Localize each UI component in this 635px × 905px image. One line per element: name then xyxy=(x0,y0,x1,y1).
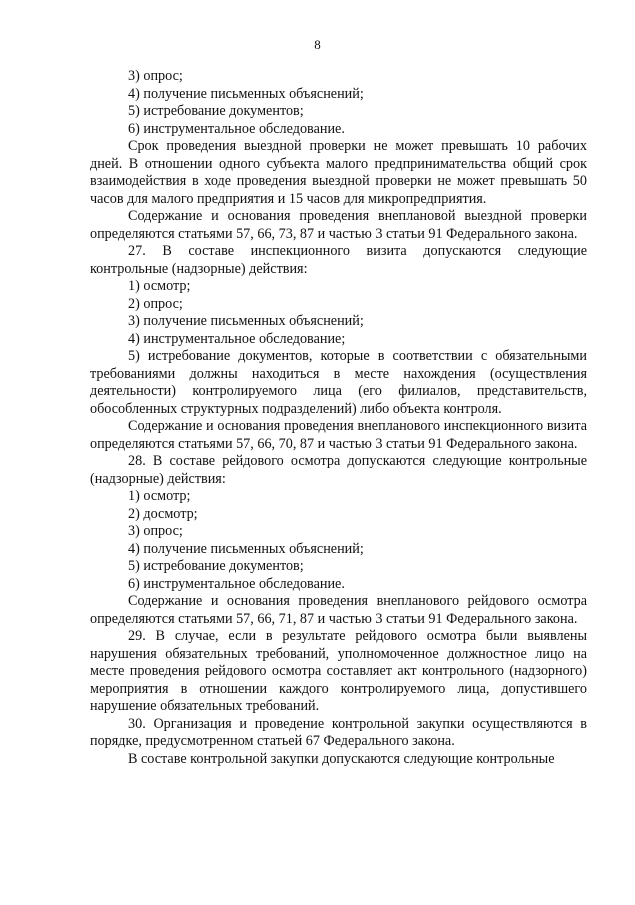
list-item: 4) инструментальное обследование; xyxy=(128,330,346,347)
list-item: 3) опрос; xyxy=(128,523,183,539)
paragraph: Содержание и основания проведения внепланового рейдового осмотра определяются статьями 57, 66, 71, 87 и частью 3 статьи 91 Федерального закона. xyxy=(90,593,587,627)
list-item: 5) истребование документов; xyxy=(128,558,304,574)
document-body xyxy=(90,68,587,768)
paragraph: Содержание и основания проведения внеплановой выездной проверки определяются статьями 57, 66, 73, 87 и частью 3 статьи 91 Федерального закона. xyxy=(90,208,587,242)
list-item: 4) получение письменных объяснений; xyxy=(128,540,364,557)
paragraph: 28. В составе рейдового осмотра допускаются следующие контрольные (надзорные) действия: xyxy=(90,453,587,487)
list-item: 6) инструментальное обследование. xyxy=(128,575,345,592)
paragraph: 5) истребование документов, которые в соответствии с обязательными требованиями должны находиться в месте нахождения (осуществления деятельности) контролируемого лица (его филиалов, представительств, обособленных структурных подразделений) либо объекта контроля. xyxy=(90,348,587,417)
list-item: 4) получение письменных объяснений; xyxy=(128,85,364,102)
list-item: 2) опрос; xyxy=(128,295,183,312)
paragraph: В составе контрольной закупки допускаются следующие контрольные xyxy=(128,750,555,767)
list-item: 1) осмотр; xyxy=(128,488,191,504)
list-item: 3) опрос; xyxy=(128,68,183,84)
list-item: 2) досмотр; xyxy=(128,505,198,522)
paragraph: Срок проведения выездной проверки не может превышать 10 рабочих дней. В отношении одного субъекта малого предпринимательства общий срок взаимодействия в ходе проведения выездной проверки не может превышать 50 часов для малого предприятия и 15 часов для микропредприятия. xyxy=(90,138,587,207)
list-item: 1) осмотр; xyxy=(128,278,191,294)
paragraph: 30. Организация и проведение контрольной закупки осуществляются в порядке, предусмотренном статьей 67 Федерального закона. xyxy=(90,715,587,749)
paragraph: 27. В составе инспекционного визита допускаются следующие контрольные (надзорные) действия: xyxy=(90,243,587,277)
paragraph: Содержание и основания проведения внепланового инспекционного визита определяются статьями 57, 66, 70, 87 и частью 3 статьи 91 Федерального закона. xyxy=(90,418,587,452)
list-item: 3) получение письменных объяснений; xyxy=(128,313,364,329)
list-item: 5) истребование документов; xyxy=(128,103,304,119)
paragraph: 29. В случае, если в результате рейдового осмотра были выявлены нарушения обязательных требований, уполномоченное должностное лицо на месте проведения рейдового осмотра составляет акт контрольного (надзорного) мероприятия в отношении каждого контролируемого лица, допустившего нарушение обязательных требований. xyxy=(90,628,587,714)
page-number: 8 xyxy=(314,37,321,52)
list-item: 6) инструментальное обследование. xyxy=(128,120,345,137)
